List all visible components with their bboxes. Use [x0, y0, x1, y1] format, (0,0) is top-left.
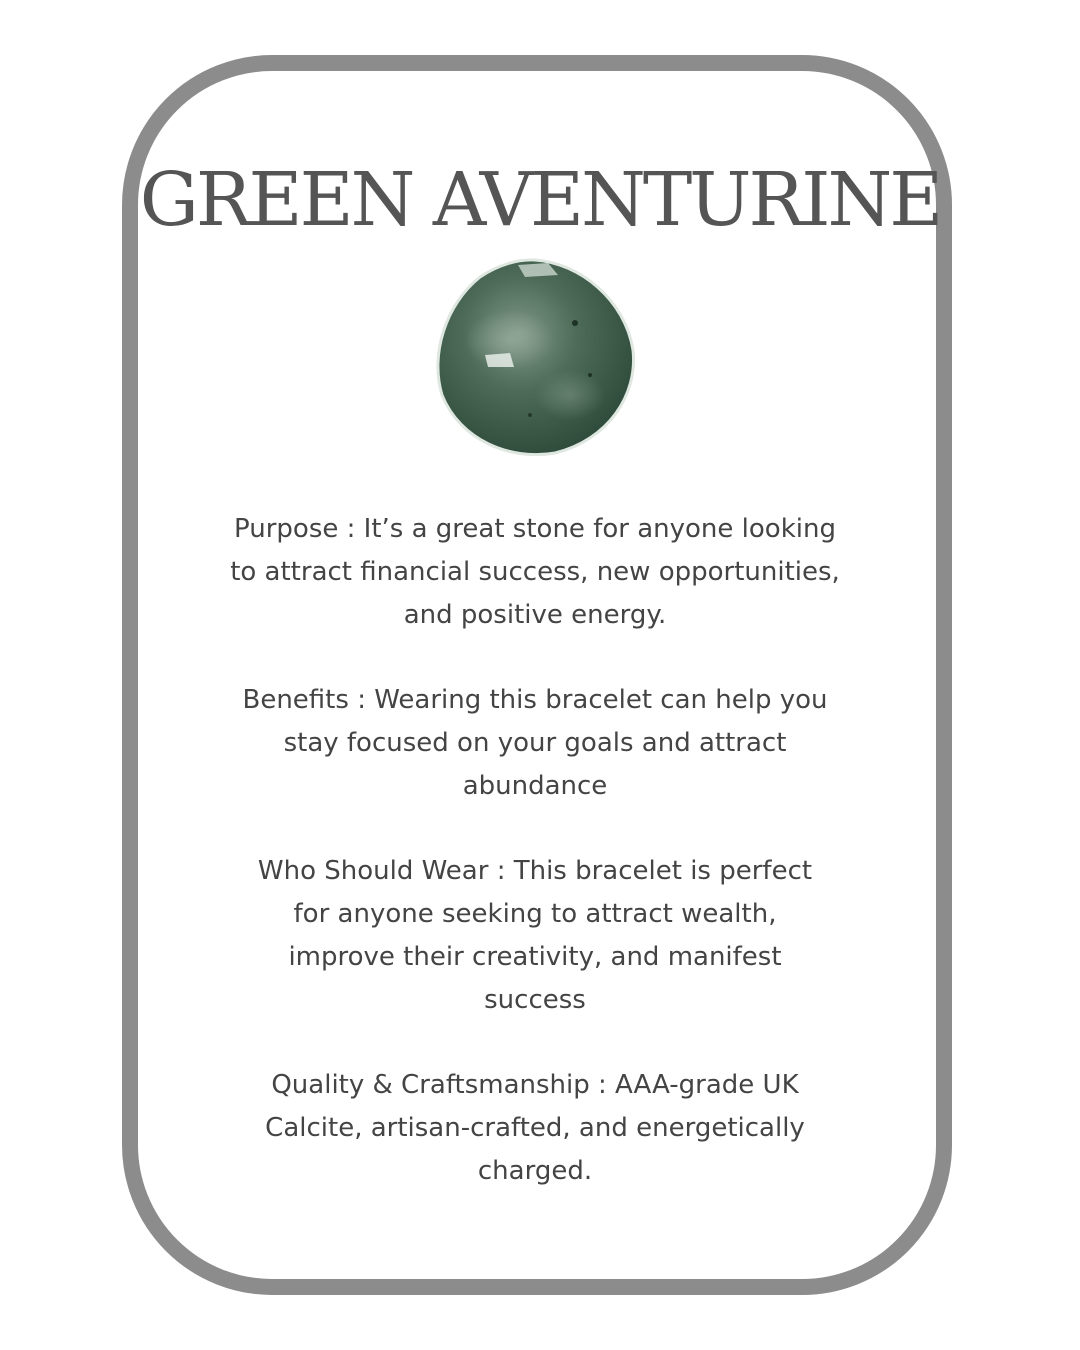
quality-paragraph: Quality & Craftsmanship : AAA-grade UK Calcite, artisan-crafted, and energetically charged.: [265, 1070, 805, 1186]
green-aventurine-stone-icon: [430, 255, 640, 460]
page-title: GREEN AVENTURINE: [139, 157, 941, 243]
who-should-wear-paragraph: Who Should Wear : This bracelet is perfect for anyone seeking to attract wealth, improve their creativity, and manifest success: [257, 856, 813, 1015]
benefits-paragraph: Benefits : Wearing this bracelet can help you stay focused on your goals and attract abundance: [242, 685, 828, 801]
description-section: [200, 508, 870, 1235]
purpose-paragraph: Purpose : It’s a great stone for anyone looking to attract financial success, new opportunities, and positive energy.: [230, 514, 840, 630]
